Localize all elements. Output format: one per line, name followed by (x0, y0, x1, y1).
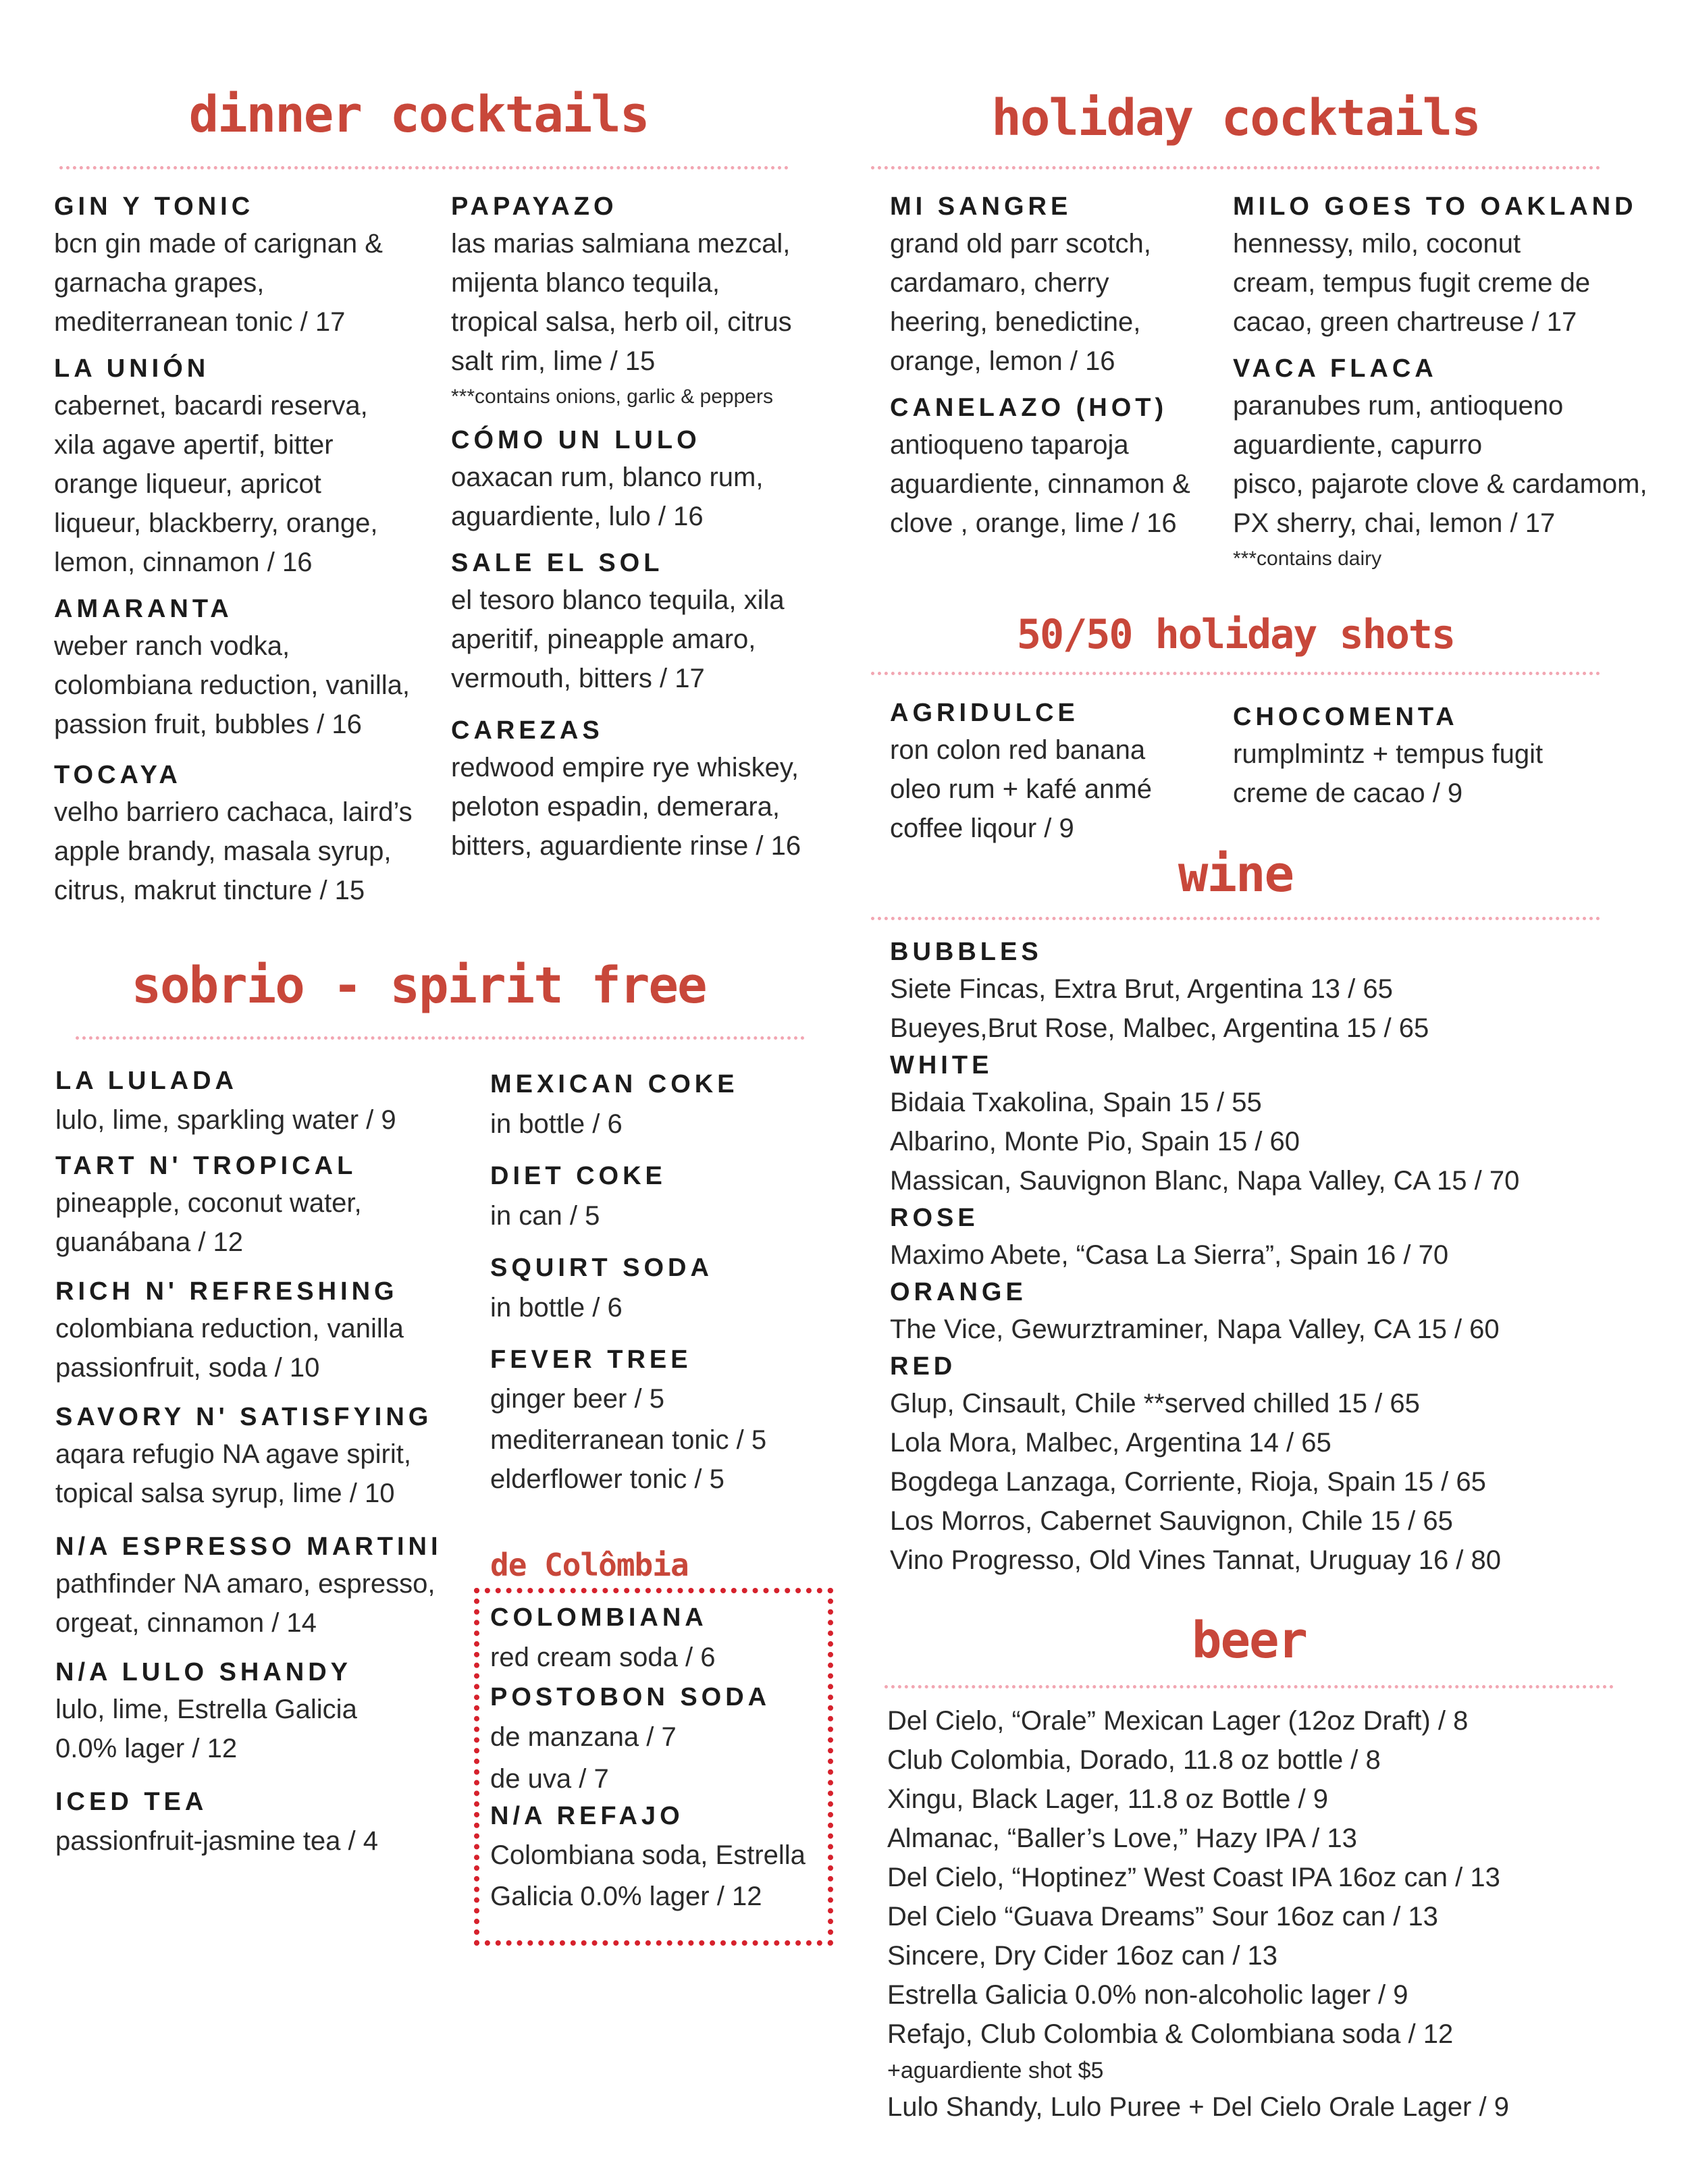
allergen-note: ***contains dairy (1233, 548, 1382, 570)
item-name: FEVER TREE (490, 1346, 692, 1374)
item-desc: aqara refugio NA agave spirit, (55, 1439, 411, 1469)
item-desc: clove , orange, lime / 16 (890, 508, 1177, 538)
menu-item (451, 713, 843, 865)
item-desc: pathfinder NA amaro, espresso, (55, 1569, 436, 1599)
item-desc: de uva / 7 (490, 1764, 609, 1794)
beer-line: Lulo Shandy, Lulo Puree + Del Cielo Orale Lager / 9 (887, 2092, 1509, 2122)
wine-heading: wine (1178, 845, 1294, 903)
menu-item (490, 1250, 841, 1330)
item-name: SAVORY N' SATISFYING (55, 1403, 433, 1431)
item-desc: las marias salmiana mezcal, (451, 229, 791, 259)
menu-item (890, 390, 1228, 543)
wine-line: Vino Progresso, Old Vines Tannat, Uruguay 16 / 80 (890, 1545, 1502, 1575)
item-desc: lulo, lime, sparkling water / 9 (55, 1105, 396, 1135)
item-name: LA UNIÓN (54, 354, 210, 383)
item-desc: tropical salsa, herb oil, citrus (451, 307, 792, 337)
item-desc: apple brandy, masala syrup, (54, 836, 392, 866)
holiday-col-1 (890, 189, 1228, 543)
item-name: DIET COKE (490, 1162, 666, 1190)
menu-item (55, 1655, 460, 1768)
beer-addon-note: +aguardiente shot $5 (887, 2058, 1104, 2083)
item-name: CANELAZO (HOT) (890, 394, 1168, 422)
wine-line: Glup, Cinsault, Chile **served chilled 15 / 65 (890, 1389, 1420, 1418)
item-desc: paranubes rum, antioqueno (1233, 391, 1564, 421)
wine-group-name: WHITE (890, 1051, 993, 1080)
item-desc: de manzana / 7 (490, 1722, 677, 1752)
item-name: N/A LULO SHANDY (55, 1658, 352, 1686)
dinner-col-2 (451, 189, 843, 865)
item-desc: Galicia 0.0% lager / 12 (490, 1882, 762, 1911)
menu-item (490, 1342, 841, 1499)
item-desc: 0.0% lager / 12 (55, 1734, 238, 1763)
beer-line: Refajo, Club Colombia & Colombiana soda / 12 (887, 2019, 1454, 2049)
section-divider (885, 1685, 1614, 1688)
item-desc: creme de cacao / 9 (1233, 778, 1463, 808)
wine-line: Los Morros, Cabernet Sauvignon, Chile 15 / 65 (890, 1506, 1453, 1536)
item-desc: orgeat, cinnamon / 14 (55, 1608, 317, 1638)
beer-line: Del Cielo, “Hoptinez” West Coast IPA 16oz can / 13 (887, 1863, 1500, 1892)
wine-line: Massican, Sauvignon Blanc, Napa Valley, CA 15 / 70 (890, 1166, 1520, 1196)
beer-heading: beer (1191, 1612, 1307, 1670)
menu-item (1233, 189, 1665, 342)
item-desc: in can / 5 (490, 1201, 600, 1231)
item-name: TART N' TROPICAL (55, 1152, 357, 1180)
beer-line: Del Cielo “Guava Dreams” Sour 16oz can / 13 (887, 1902, 1438, 1932)
menu-item (451, 189, 843, 413)
de-colombia-heading: de Colômbia (490, 1547, 689, 1583)
sobrio-heading: sobrio - spirit free (131, 957, 706, 1015)
item-desc: redwood empire rye whiskey, (451, 753, 799, 782)
item-name: PAPAYAZO (451, 192, 618, 221)
item-desc: coffee liqour / 9 (890, 814, 1074, 843)
shots-col-1 (890, 695, 1228, 848)
item-desc: xila agave apertif, bitter (54, 430, 334, 460)
item-desc: citrus, makrut tincture / 15 (54, 876, 365, 905)
item-desc: aguardiente, capurro (1233, 430, 1483, 460)
item-desc: orange liqueur, apricot (54, 469, 321, 499)
beer-line: Club Colombia, Dorado, 11.8 oz bottle / 8 (887, 1745, 1381, 1775)
shots-col-2 (1233, 699, 1611, 813)
item-desc: peloton espadin, demerara, (451, 792, 780, 822)
item-desc: vermouth, bitters / 17 (451, 664, 705, 693)
menu-item (451, 545, 843, 698)
menu-item (890, 189, 1228, 381)
beer-line: Almanac, “Baller’s Love,” Hazy IPA / 13 (887, 1823, 1357, 1853)
dinner-col-1 (54, 189, 432, 910)
wine-line: Bueyes,Brut Rose, Malbec, Argentina 15 / 65 (890, 1013, 1429, 1043)
item-desc: lulo, lime, Estrella Galicia (55, 1695, 357, 1724)
item-name: VACA FLACA (1233, 354, 1438, 383)
section-divider (871, 917, 1600, 920)
item-desc: bcn gin made of carignan & (54, 229, 383, 259)
sobrio-col-1 (55, 1063, 460, 1863)
menu-item (490, 1158, 841, 1238)
wine-line: The Vice, Gewurztraminer, Napa Valley, CA 15 / 60 (890, 1314, 1500, 1344)
item-name: AGRIDULCE (890, 699, 1079, 727)
item-desc: bitters, aguardiente rinse / 16 (451, 831, 801, 861)
beer-line: Xingu, Black Lager, 11.8 oz Bottle / 9 (887, 1784, 1329, 1814)
item-name: RICH N' REFRESHING (55, 1277, 398, 1306)
item-desc: in bottle / 6 (490, 1293, 623, 1323)
menu-item (1233, 351, 1665, 575)
item-name: LA LULADA (55, 1067, 238, 1095)
section-divider (871, 672, 1600, 675)
menu-item (54, 591, 432, 744)
item-name: SALE EL SOL (451, 549, 664, 577)
section-divider (76, 1036, 805, 1040)
item-desc: oaxacan rum, blanco rum, (451, 462, 764, 492)
item-name: MEXICAN COKE (490, 1070, 739, 1098)
item-desc: antioqueno taparoja (890, 430, 1129, 460)
item-desc: colombiana reduction, vanilla (55, 1314, 404, 1343)
holiday-col-2 (1233, 189, 1665, 575)
beer-line: Sincere, Dry Cider 16oz can / 13 (887, 1941, 1278, 1971)
item-desc: red cream soda / 6 (490, 1643, 716, 1672)
wine-group-name: ORANGE (890, 1278, 1027, 1306)
wine-group-name: ROSE (890, 1204, 979, 1232)
item-name: POSTOBON SODA (490, 1683, 771, 1711)
item-name: TOCAYA (54, 761, 182, 789)
item-desc: passionfruit-jasmine tea / 4 (55, 1826, 379, 1856)
wine-line: Siete Fincas, Extra Brut, Argentina 13 / 65 (890, 974, 1393, 1004)
menu-item (55, 1529, 460, 1643)
wine-line: Bogdega Lanzaga, Corriente, Rioja, Spain 15 / 65 (890, 1467, 1486, 1497)
item-desc: PX sherry, chai, lemon / 17 (1233, 508, 1556, 538)
section-divider (871, 166, 1600, 169)
item-desc: aguardiente, cinnamon & (890, 469, 1190, 499)
item-desc: cabernet, bacardi reserva, (54, 391, 368, 421)
item-name: MILO GOES TO OAKLAND (1233, 192, 1637, 221)
item-desc: aperitif, pineapple amaro, (451, 624, 756, 654)
item-name: COLOMBIANA (490, 1603, 708, 1632)
item-desc: passionfruit, soda / 10 (55, 1353, 320, 1383)
item-desc: salt rim, lime / 15 (451, 346, 656, 376)
menu-item (54, 351, 432, 582)
beer-list (887, 1701, 1664, 2127)
item-desc: Colombiana soda, Estrella (490, 1840, 806, 1870)
beer-line: Estrella Galicia 0.0% non-alcoholic lager / 9 (887, 1980, 1408, 2010)
menu-item (54, 189, 432, 342)
item-desc: el tesoro blanco tequila, xila (451, 585, 785, 615)
item-desc: grand old parr scotch, (890, 229, 1151, 259)
item-desc: velho barriero cachaca, laird’s (54, 797, 413, 827)
section-divider (59, 166, 789, 169)
item-desc: liqueur, blackberry, orange, (54, 508, 378, 538)
item-name: CHOCOMENTA (1233, 703, 1458, 731)
wine-list (890, 934, 1666, 1580)
item-name: CÓMO UN LULO (451, 426, 701, 454)
item-desc: in bottle / 6 (490, 1109, 623, 1139)
item-desc: cacao, green chartreuse / 17 (1233, 307, 1577, 337)
item-desc: hennessy, milo, coconut (1233, 229, 1521, 259)
item-desc: pisco, pajarote clove & cardamom, (1233, 469, 1647, 499)
item-desc: guanábana / 12 (55, 1227, 244, 1257)
menu-item (55, 1148, 460, 1262)
item-desc: weber ranch vodka, (54, 631, 290, 661)
item-desc: orange, lemon / 16 (890, 346, 1115, 376)
wine-line: Lola Mora, Malbec, Argentina 14 / 65 (890, 1428, 1331, 1458)
item-name: AMARANTA (54, 595, 233, 623)
menu-item (55, 1274, 460, 1387)
item-desc: mediterranean tonic / 5 (490, 1425, 767, 1455)
wine-group-name: BUBBLES (890, 938, 1043, 966)
item-desc: topical salsa syrup, lime / 10 (55, 1479, 395, 1508)
item-desc: lemon, cinnamon / 16 (54, 548, 313, 577)
item-name: GIN Y TONIC (54, 192, 255, 221)
item-desc: mediterranean tonic / 17 (54, 307, 346, 337)
item-desc: ron colon red banana (890, 735, 1146, 765)
wine-group-name: RED (890, 1352, 957, 1381)
menu-item (55, 1063, 460, 1142)
holiday-cocktails-heading: holiday cocktails (991, 89, 1480, 147)
item-desc: cardamaro, cherry (890, 268, 1109, 298)
item-desc: cream, tempus fugit creme de (1233, 268, 1591, 298)
item-name: CAREZAS (451, 716, 604, 745)
item-desc: mijenta blanco tequila, (451, 268, 720, 298)
wine-line: Maximo Abete, “Casa La Sierra”, Spain 16 / 70 (890, 1240, 1449, 1270)
menu-item (451, 423, 843, 536)
allergen-note: ***contains onions, garlic & peppers (451, 385, 773, 408)
item-name: ICED TEA (55, 1788, 208, 1816)
item-name: MI SANGRE (890, 192, 1072, 221)
menu-item (55, 1400, 460, 1513)
de-colombia-list (490, 1600, 828, 1916)
item-name: SQUIRT SODA (490, 1254, 713, 1282)
holiday-shots-heading: 50/50 holiday shots (1016, 611, 1455, 658)
wine-line: Albarino, Monte Pio, Spain 15 / 60 (890, 1127, 1300, 1156)
menu-item (54, 757, 432, 910)
item-desc: pineapple, coconut water, (55, 1188, 362, 1218)
menu-item (490, 1067, 841, 1146)
beer-line: Del Cielo, “Orale” Mexican Lager (12oz Draft) / 8 (887, 1706, 1469, 1736)
item-desc: oleo rum + kafé anmé (890, 774, 1152, 804)
dinner-cocktails-heading: dinner cocktails (188, 86, 649, 144)
item-desc: ginger beer / 5 (490, 1384, 664, 1414)
item-desc: garnacha grapes, (54, 268, 265, 298)
menu-item (55, 1784, 460, 1863)
item-desc: rumplmintz + tempus fugit (1233, 739, 1544, 769)
wine-line: Bidaia Txakolina, Spain 15 / 55 (890, 1088, 1262, 1117)
item-desc: aguardiente, lulo / 16 (451, 502, 704, 531)
item-desc: colombiana reduction, vanilla, (54, 670, 410, 700)
item-desc: passion fruit, bubbles / 16 (54, 710, 362, 739)
item-desc: elderflower tonic / 5 (490, 1464, 724, 1494)
sobrio-col-2 (490, 1067, 841, 1499)
item-name: N/A ESPRESSO MARTINI (55, 1533, 442, 1561)
item-name: N/A REFAJO (490, 1802, 684, 1830)
item-desc: heering, benedictine, (890, 307, 1141, 337)
